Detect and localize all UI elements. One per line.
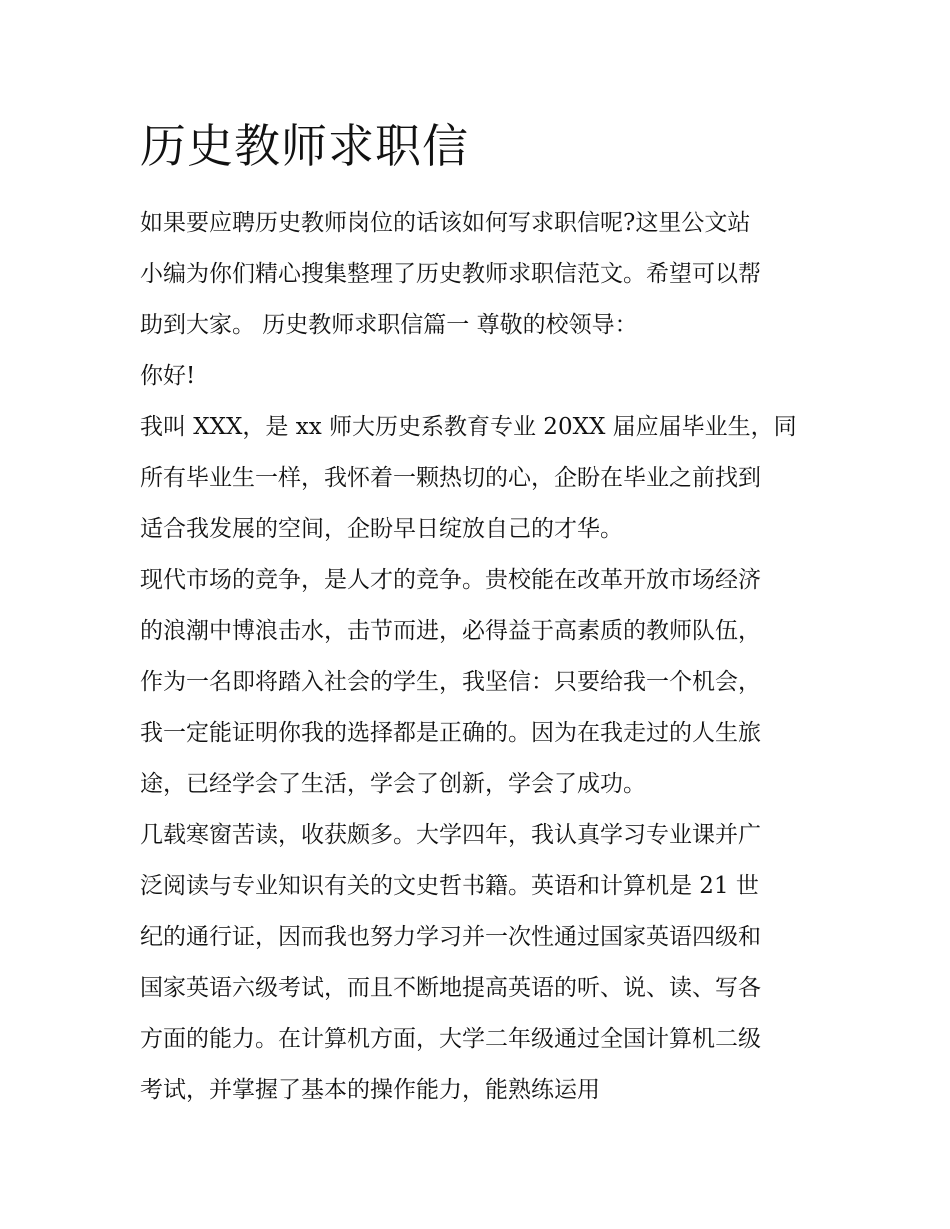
text-line: 的浪潮中博浪击水，击节而进，必得益于高素质的教师队伍， <box>140 618 761 644</box>
document-body <box>140 198 830 1116</box>
text-line: 小编为你们精心搜集整理了历史教师求职信范文。希望可以帮 <box>140 261 761 287</box>
text-line: 我一定能证明你我的选择都是正确的。因为在我走过的人生旅 <box>140 720 761 746</box>
paragraph-market-competition <box>140 555 830 810</box>
text-line: 纪的通行证，因而我也努力学习并一次性通过国家英语四级和 <box>140 924 761 950</box>
text-line: 我叫 XXX，是 xx 师大历史系教育专业 20XX 届应届毕业生，同 <box>140 414 797 440</box>
paragraph-self-introduction <box>140 402 830 555</box>
paragraph-study-experience <box>140 810 830 1116</box>
text-line: 考试，并掌握了基本的操作能力，能熟练运用 <box>140 1077 600 1103</box>
text-line: 助到大家。 历史教师求职信篇一 尊敬的校领导： <box>140 312 638 338</box>
text-line: 所有毕业生一样，我怀着一颗热切的心，企盼在毕业之前找到 <box>140 465 761 491</box>
text-line: 你好! <box>140 363 196 389</box>
text-line: 国家英语六级考试，而且不断地提高英语的听、说、读、写各 <box>140 975 761 1001</box>
text-line: 途，已经学会了生活，学会了创新，学会了成功。 <box>140 771 646 797</box>
document-title: 历史教师求职信 <box>140 119 469 173</box>
paragraph-intro <box>140 198 830 351</box>
text-line: 几载寒窗苦读，收获颇多。大学四年，我认真学习专业课并广 <box>140 822 761 848</box>
text-line: 现代市场的竞争，是人才的竞争。贵校能在改革开放市场经济 <box>140 567 761 593</box>
paragraph-greeting <box>140 351 830 402</box>
text-line: 泛阅读与专业知识有关的文史哲书籍。英语和计算机是 21 世 <box>140 873 759 899</box>
text-line: 适合我发展的空间，企盼早日绽放自己的才华。 <box>140 516 623 542</box>
text-line: 作为一名即将踏入社会的学生，我坚信：只要给我一个机会， <box>140 669 761 695</box>
text-line: 如果要应聘历史教师岗位的话该如何写求职信呢?这里公文站 <box>140 210 751 236</box>
text-line: 方面的能力。在计算机方面，大学二年级通过全国计算机二级 <box>140 1026 761 1052</box>
